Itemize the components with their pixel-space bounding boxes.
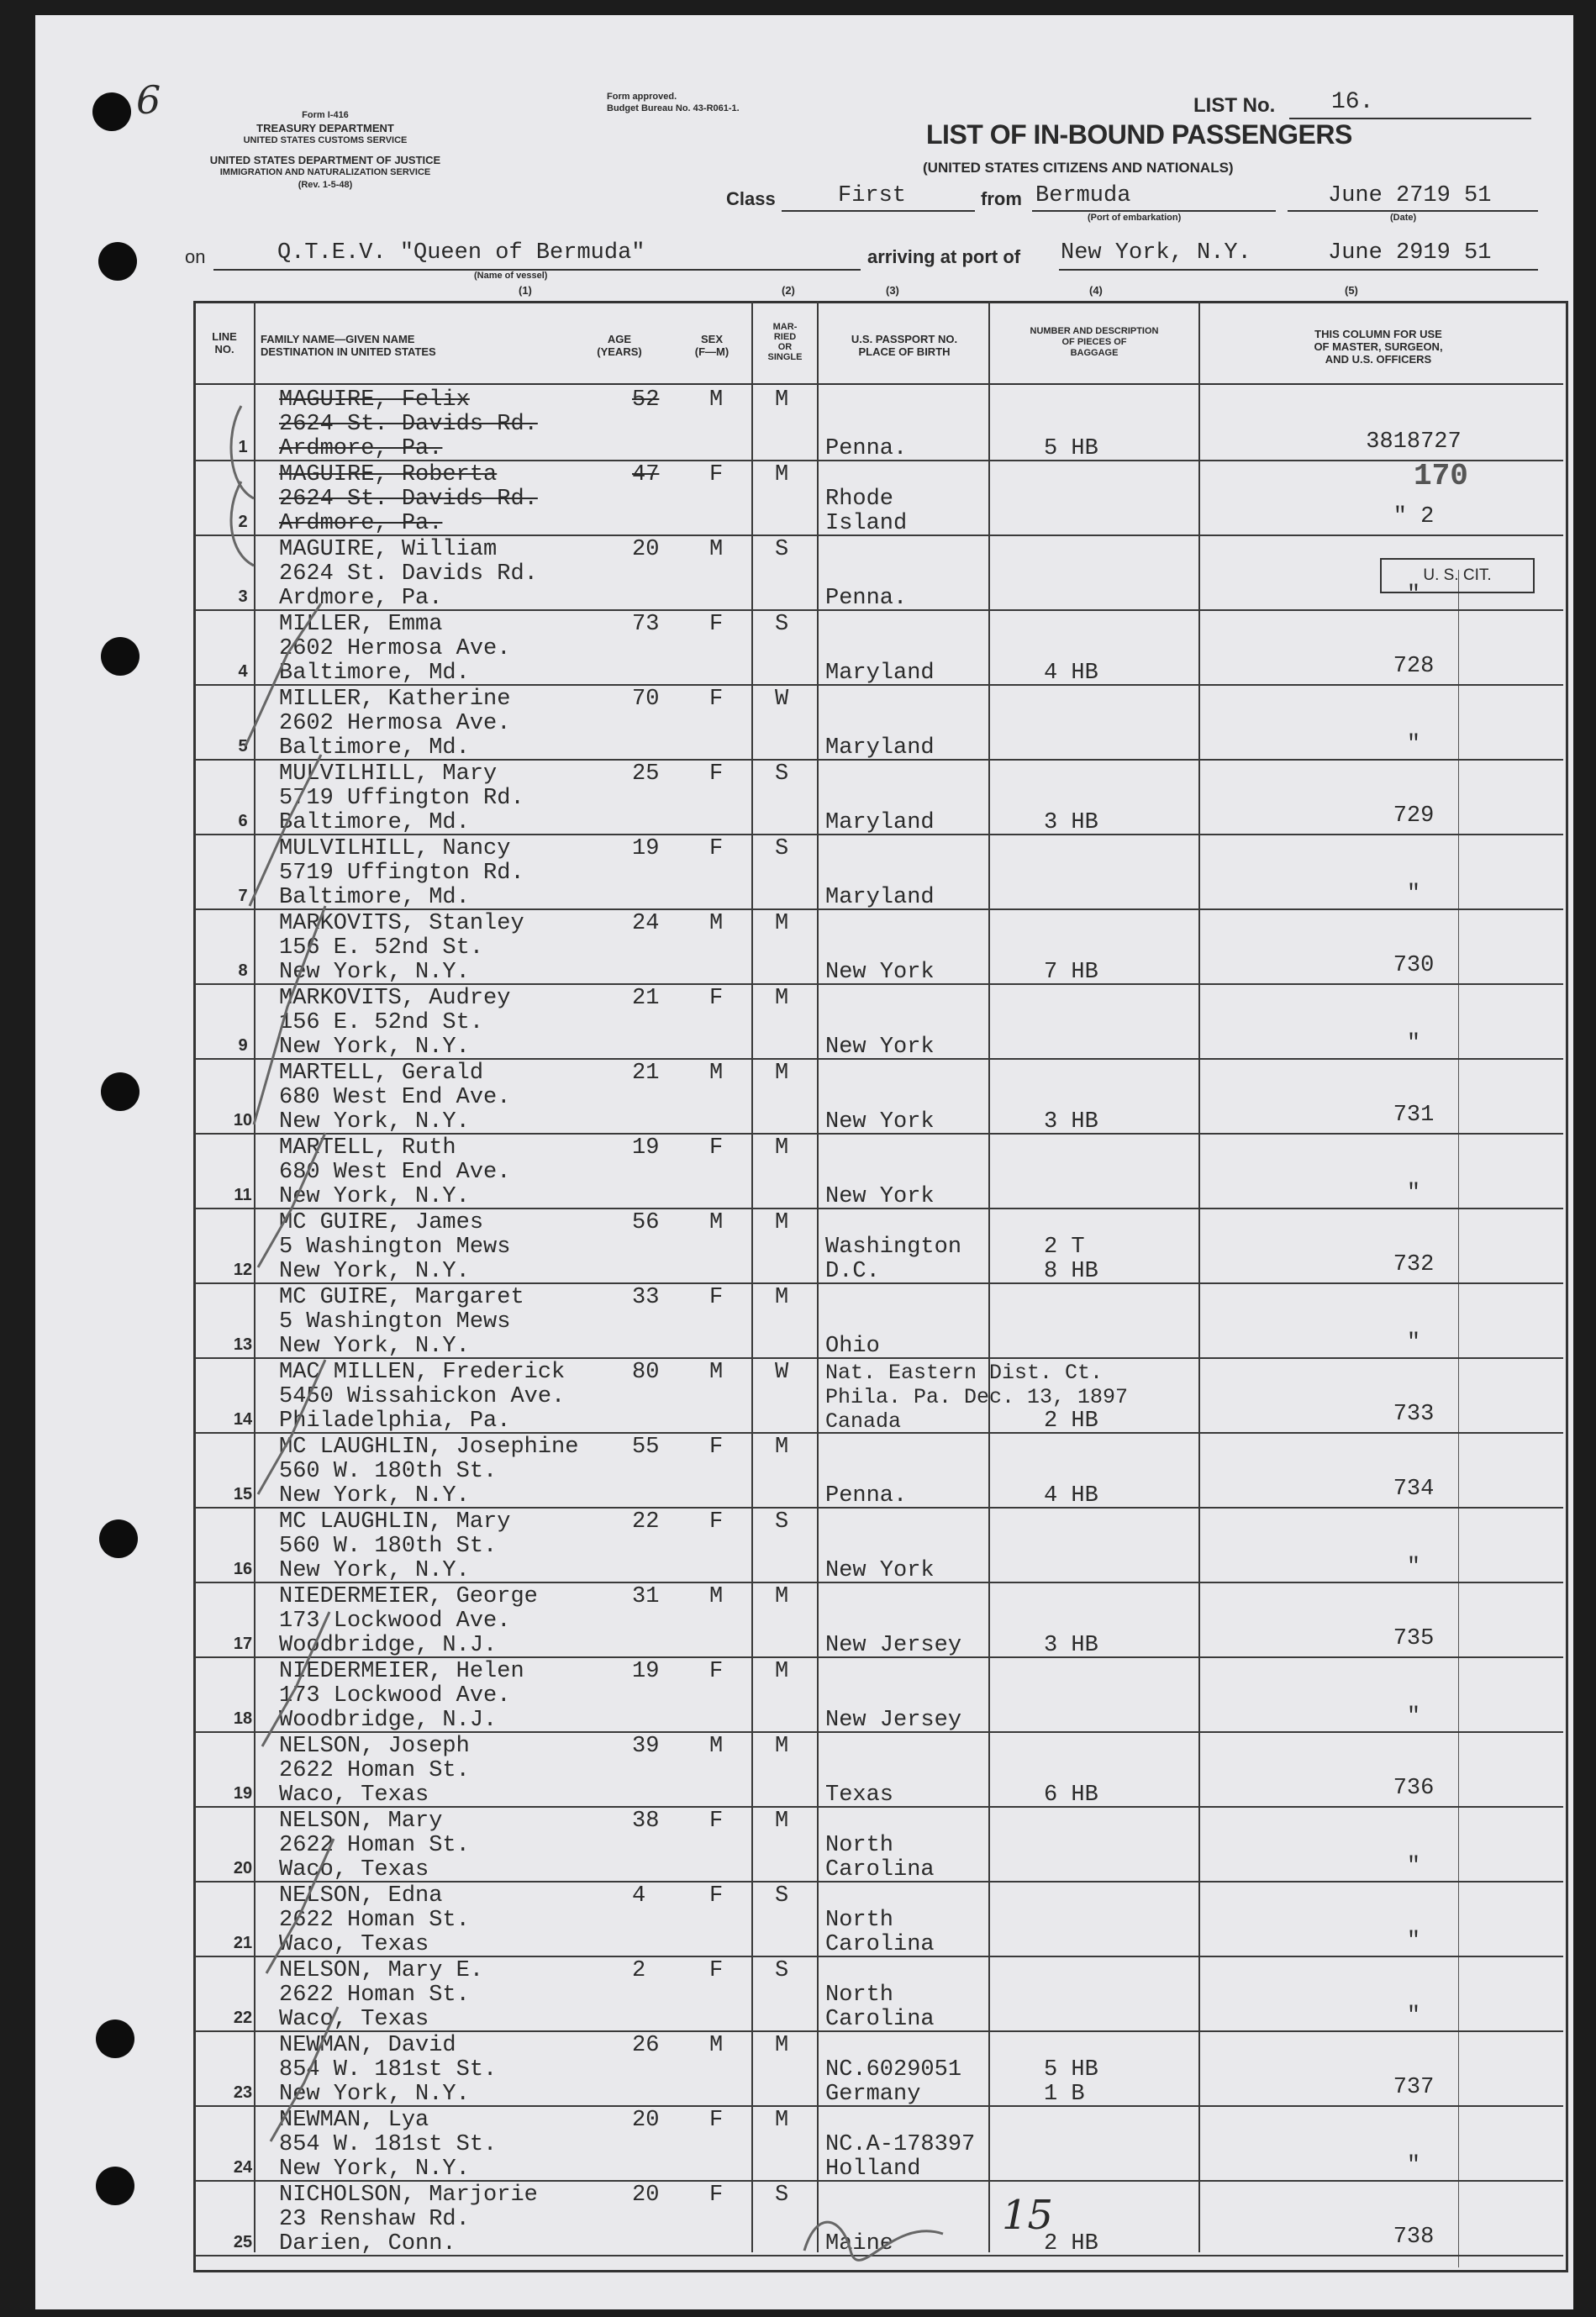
- marital-status: M: [775, 2108, 789, 2133]
- col-header-sex: SEX (F—M): [694, 333, 730, 358]
- handwritten-15: 15: [1002, 2192, 1054, 2239]
- vessel-label: (Name of vessel): [474, 271, 548, 281]
- justice-dept: UNITED STATES DEPARTMENT OF JUSTICE: [209, 154, 441, 166]
- manifest-sheet: [35, 15, 1573, 2309]
- line-number: 20: [233, 1859, 253, 1877]
- check-marks-group: [231, 406, 943, 2260]
- officer-entry: ": [1406, 1031, 1421, 1056]
- marital-status: S: [775, 1883, 789, 1909]
- from-value: Bermuda: [1035, 183, 1131, 208]
- birth-place: New York: [825, 1035, 935, 1060]
- passenger-sex: F: [709, 687, 724, 712]
- col-header-married: MAR- RIED OR SINGLE: [767, 322, 803, 362]
- passenger-sex: M: [709, 537, 724, 562]
- passenger-sex: M: [709, 1734, 724, 1759]
- officer-entry: 736: [1393, 1776, 1435, 1801]
- marital-status: M: [775, 462, 789, 487]
- passenger-name-address: MC GUIRE, James 5 Washington Mews New York, N.Y.: [279, 1210, 511, 1284]
- line-number: 13: [233, 1335, 253, 1354]
- vessel-name: Q.T.E.V. "Queen of Bermuda": [277, 240, 645, 266]
- stamp-number: 170: [1414, 459, 1468, 493]
- officer-entry: ": [1406, 1555, 1421, 1580]
- birth-place: Penna.: [825, 436, 908, 461]
- passenger-age: 20: [632, 2183, 660, 2208]
- baggage: 5 HB: [1044, 436, 1098, 461]
- marital-status: M: [775, 1285, 789, 1310]
- passenger-name-address: MAC MILLEN, Frederick 5450 Wissahickon Ave. Philadelphia, Pa.: [279, 1360, 566, 1434]
- line-number: 6: [238, 812, 248, 830]
- birth-place: NC.A-178397 Holland: [825, 2132, 976, 2182]
- passenger-name-address: NEWMAN, Lya 854 W. 181st St. New York, N.Y.: [279, 2108, 498, 2182]
- passenger-age: 56: [632, 1210, 660, 1235]
- line-number: 22: [233, 2009, 253, 2027]
- marital-status: M: [775, 1809, 789, 1834]
- passenger-name-address: NELSON, Joseph 2622 Homan St. Waco, Texas: [279, 1734, 470, 1808]
- baggage: 3 HB: [1044, 1109, 1098, 1135]
- officer-entry: ": [1406, 582, 1421, 608]
- passenger-age: 33: [632, 1285, 660, 1310]
- list-no-label: LIST No.: [1193, 94, 1276, 117]
- birth-place: New York: [825, 1558, 935, 1583]
- passenger-name-address: MARKOVITS, Audrey 156 E. 52nd St. New York, N.Y.: [279, 986, 511, 1060]
- passenger-name-address: MILLER, Katherine 2602 Hermosa Ave. Baltimore, Md.: [279, 687, 511, 761]
- line-number: 25: [233, 2233, 253, 2251]
- passenger-age: 80: [632, 1360, 660, 1385]
- passenger-sex: F: [709, 612, 724, 637]
- birth-place: Rhode Island: [825, 487, 908, 536]
- officer-entry: ": [1406, 1704, 1421, 1730]
- officer-entry: " 2: [1393, 504, 1435, 529]
- passenger-age: 47: [632, 462, 660, 487]
- passenger-sex: F: [709, 836, 724, 861]
- check-mark: [245, 603, 321, 746]
- line-number: 24: [233, 2158, 253, 2177]
- check-mark: [262, 1612, 329, 1746]
- passenger-sex: F: [709, 462, 724, 487]
- customs-service: UNITED STATES CUSTOMS SERVICE: [243, 135, 408, 145]
- line-number: 11: [234, 1186, 252, 1204]
- passenger-sex: M: [709, 2033, 724, 2058]
- line-number: 4: [238, 662, 248, 681]
- line-number: 3: [238, 587, 248, 606]
- class-label: Class: [726, 188, 776, 209]
- birth-place: Texas: [825, 1783, 894, 1808]
- passenger-age: 21: [632, 986, 660, 1011]
- passenger-name-address: MAGUIRE, Roberta 2624 St. Davids Rd. Ardmore, Pa.: [279, 462, 538, 536]
- officer-entry: 737: [1393, 2075, 1435, 2100]
- passenger-sex: F: [709, 761, 724, 787]
- marital-status: M: [775, 1210, 789, 1235]
- line-number: 17: [233, 1635, 253, 1653]
- officer-entry: 731: [1393, 1103, 1435, 1128]
- from-label: from: [981, 188, 1022, 209]
- col-num-4: (4): [1089, 284, 1103, 297]
- passenger-name-address: MC GUIRE, Margaret 5 Washington Mews New York, N.Y.: [279, 1285, 524, 1359]
- class-value: First: [838, 183, 907, 208]
- officer-entry: ": [1406, 732, 1421, 757]
- ins-service: IMMIGRATION AND NATURALIZATION SERVICE: [219, 167, 431, 177]
- passenger-sex: F: [709, 1509, 724, 1535]
- marital-status: M: [775, 1135, 789, 1161]
- marital-status: W: [775, 687, 789, 712]
- col-header-name: FAMILY NAME—GIVEN NAME DESTINATION IN UNITED STATES: [261, 333, 436, 358]
- passenger-sex: M: [709, 911, 724, 936]
- baggage: 4 HB: [1044, 1483, 1098, 1509]
- passenger-name-address: NELSON, Mary 2622 Homan St. Waco, Texas: [279, 1809, 470, 1883]
- passenger-age: 19: [632, 836, 660, 861]
- passenger-age: 22: [632, 1509, 660, 1535]
- baggage: 6 HB: [1044, 1783, 1098, 1808]
- passenger-age: 55: [632, 1435, 660, 1460]
- marital-status: M: [775, 387, 789, 413]
- baggage: 5 HB 1 B: [1044, 2057, 1098, 2107]
- col-num-5: (5): [1345, 284, 1358, 297]
- birth-place: Nat. Eastern Dist. Ct. Phila. Pa. Dec. 13, 1897 Canada: [825, 1361, 1129, 1434]
- check-mark: [271, 2007, 338, 2141]
- birth-place: New York: [825, 1109, 935, 1135]
- passenger-name-address: MAGUIRE, Felix 2624 St. Davids Rd. Ardmore, Pa.: [279, 387, 538, 461]
- passenger-name-address: MC LAUGHLIN, Mary 560 W. 180th St. New York, N.Y.: [279, 1509, 511, 1583]
- officer-entry: 730: [1393, 953, 1435, 978]
- line-number: 15: [233, 1485, 253, 1503]
- passenger-sex: M: [709, 387, 724, 413]
- passenger-age: 21: [632, 1061, 660, 1086]
- passenger-name-address: MILLER, Emma 2602 Hermosa Ave. Baltimore, Md.: [279, 612, 511, 686]
- birth-place: NC.6029051 Germany: [825, 2057, 962, 2107]
- passenger-age: 52: [632, 387, 660, 413]
- officer-entry: ": [1406, 1181, 1421, 1206]
- marital-status: M: [775, 1061, 789, 1086]
- passenger-age: 20: [632, 537, 660, 562]
- marital-status: S: [775, 2183, 789, 2208]
- officer-entry: 734: [1393, 1477, 1435, 1502]
- marital-status: M: [775, 986, 789, 1011]
- passenger-name-address: NELSON, Mary E. 2622 Homan St. Waco, Texas: [279, 1958, 484, 2032]
- arrival-port: New York, N.Y.: [1061, 240, 1251, 266]
- form-number: Form I-416: [302, 110, 349, 120]
- passenger-age: 24: [632, 911, 660, 936]
- passenger-sex: F: [709, 1135, 724, 1161]
- passenger-name-address: MC LAUGHLIN, Josephine 560 W. 180th St. New York, N.Y.: [279, 1435, 579, 1509]
- form-revision: (Rev. 1-5-48): [298, 180, 353, 190]
- marital-status: M: [775, 1584, 789, 1609]
- col-header-passport: U.S. PASSPORT NO. PLACE OF BIRTH: [851, 333, 958, 358]
- officer-entry: 3818727: [1366, 429, 1462, 455]
- birth-place: Penna.: [825, 586, 908, 611]
- passenger-age: 19: [632, 1135, 660, 1161]
- birth-place: North Carolina: [825, 1983, 935, 2032]
- col-header-line-no: LINE NO.: [212, 330, 237, 355]
- passenger-sex: F: [709, 2108, 724, 2133]
- birth-place: New Jersey: [825, 1633, 962, 1658]
- birth-place: New Jersey: [825, 1708, 962, 1733]
- line-number: 10: [233, 1111, 253, 1130]
- line-number: 23: [233, 2083, 253, 2102]
- col-header-age: AGE (YEARS): [597, 333, 642, 358]
- col-num-1: (1): [519, 284, 532, 297]
- line-number: 7: [238, 887, 248, 905]
- birth-place: Maryland: [825, 810, 935, 835]
- passenger-sex: F: [709, 1659, 724, 1684]
- passenger-sex: F: [709, 1435, 724, 1460]
- line-number: 18: [233, 1709, 253, 1728]
- officer-entry: ": [1406, 1330, 1421, 1356]
- birth-place: Washington D.C.: [825, 1235, 962, 1284]
- baggage: 7 HB: [1044, 960, 1098, 985]
- marital-status: S: [775, 537, 789, 562]
- passenger-age: 39: [632, 1734, 660, 1759]
- passenger-name-address: MARKOVITS, Stanley 156 E. 52nd St. New York, N.Y.: [279, 911, 524, 985]
- officer-entry: 733: [1393, 1402, 1435, 1427]
- birth-place: New York: [825, 1184, 935, 1209]
- port-embark-label: (Port of embarkation): [1088, 213, 1182, 223]
- passenger-name-address: NELSON, Edna 2622 Homan St. Waco, Texas: [279, 1883, 470, 1957]
- line-number: 2: [238, 513, 248, 531]
- passenger-name-address: NEWMAN, David 854 W. 181st St. New York, N.Y.: [279, 2033, 498, 2107]
- check-mark: [250, 755, 321, 906]
- passenger-sex: F: [709, 2183, 724, 2208]
- birth-place: New York: [825, 960, 935, 985]
- officer-entry: ": [1406, 882, 1421, 907]
- date1-label: (Date): [1390, 213, 1417, 223]
- passenger-sex: M: [709, 1061, 724, 1086]
- officer-entry: 738: [1393, 2225, 1435, 2250]
- passenger-sex: M: [709, 1360, 724, 1385]
- arriving-label: arriving at port of: [867, 246, 1021, 267]
- budget-bureau: Budget Bureau No. 43-R061-1.: [607, 103, 740, 113]
- passenger-age: 2: [632, 1958, 646, 1983]
- passenger-sex: M: [709, 1210, 724, 1235]
- passenger-sex: M: [709, 1584, 724, 1609]
- passenger-sex: F: [709, 1958, 724, 1983]
- check-mark: [254, 906, 325, 1124]
- passenger-name-address: NICHOLSON, Marjorie 23 Renshaw Rd. Darien, Conn.: [279, 2183, 538, 2256]
- marital-status: M: [775, 1734, 789, 1759]
- officer-entry: 729: [1393, 803, 1435, 829]
- passenger-name-address: MARTELL, Gerald 680 West End Ave. New York, N.Y.: [279, 1061, 511, 1135]
- baggage: 2 HB: [1044, 1409, 1098, 1434]
- passenger-age: 19: [632, 1659, 660, 1684]
- officer-entry: ": [1406, 1929, 1421, 1954]
- marital-status: S: [775, 761, 789, 787]
- birth-place: Maine: [825, 2231, 894, 2256]
- passenger-sex: F: [709, 1809, 724, 1834]
- marital-status: S: [775, 612, 789, 637]
- passenger-age: 25: [632, 761, 660, 787]
- line-number: 12: [233, 1261, 253, 1279]
- check-mark: [258, 1360, 325, 1494]
- marital-status: M: [775, 1659, 789, 1684]
- pencil-circle-mark: [231, 406, 254, 498]
- passenger-sex: F: [709, 1883, 724, 1909]
- marital-status: M: [775, 911, 789, 936]
- line-number: 16: [233, 1560, 253, 1578]
- line-number: 5: [238, 737, 248, 756]
- passenger-age: 70: [632, 687, 660, 712]
- marital-status: S: [775, 1958, 789, 1983]
- line-number: 19: [233, 1784, 253, 1803]
- officer-signature: [804, 2222, 943, 2260]
- passenger-age: 20: [632, 2108, 660, 2133]
- passenger-age: 26: [632, 2033, 660, 2058]
- date1-value: June 2719 51: [1328, 183, 1492, 208]
- col-header-officers: THIS COLUMN FOR USE OF MASTER, SURGEON, AND U.S. OFFICERS: [1314, 328, 1443, 366]
- us-citizen-stamp: U. S. CIT.: [1380, 558, 1535, 593]
- officer-entry: ": [1406, 2153, 1421, 2178]
- passenger-name-address: MAGUIRE, William 2624 St. Davids Rd. Ardmore, Pa.: [279, 537, 538, 611]
- passenger-name-address: NIEDERMEIER, Helen 173 Lockwood Ave. Woodbridge, N.J.: [279, 1659, 524, 1733]
- officer-entry: 735: [1393, 1626, 1435, 1651]
- baggage: 2 HB: [1044, 2231, 1098, 2256]
- passenger-name-address: MULVILHILL, Mary 5719 Uffington Rd. Baltimore, Md.: [279, 761, 524, 835]
- baggage: 3 HB: [1044, 1633, 1098, 1658]
- on-label: on: [185, 246, 206, 267]
- passenger-age: 4: [632, 1883, 646, 1909]
- marital-status: S: [775, 1509, 789, 1535]
- pencil-circle-mark: [231, 482, 254, 566]
- list-no-value: 16.: [1331, 89, 1374, 115]
- baggage: 4 HB: [1044, 661, 1098, 686]
- officer-entry: 728: [1393, 654, 1435, 679]
- birth-place: Ohio: [825, 1334, 880, 1359]
- line-number: 14: [233, 1410, 253, 1429]
- birth-place: Penna.: [825, 1483, 908, 1509]
- marital-status: M: [775, 1435, 789, 1460]
- baggage: 3 HB: [1044, 810, 1098, 835]
- passenger-name-address: MULVILHILL, Nancy 5719 Uffington Rd. Baltimore, Md.: [279, 836, 524, 910]
- line-number: 1: [238, 438, 248, 456]
- officer-entry: ": [1406, 1854, 1421, 1879]
- officer-entry: ": [1406, 2004, 1421, 2029]
- birth-place: North Carolina: [825, 1908, 935, 1957]
- birth-place: Maryland: [825, 735, 935, 761]
- line-number: 8: [238, 961, 248, 980]
- passenger-sex: F: [709, 1285, 724, 1310]
- passenger-age: 38: [632, 1809, 660, 1834]
- col-header-baggage: NUMBER AND DESCRIPTION OF PIECES OF BAGGAGE: [1030, 326, 1159, 358]
- passenger-age: 73: [632, 612, 660, 637]
- line-number: 9: [238, 1036, 248, 1055]
- form-approved: Form approved.: [607, 92, 677, 102]
- form-title: LIST OF IN-BOUND PASSENGERS: [926, 119, 1352, 150]
- page-mark: 6: [136, 77, 161, 123]
- birth-place: North Carolina: [825, 1833, 935, 1883]
- birth-place: Maryland: [825, 885, 935, 910]
- officer-entry: 732: [1393, 1252, 1435, 1277]
- treasury-dept: TREASURY DEPARTMENT: [256, 122, 394, 134]
- date2-value: June 2919 51: [1328, 240, 1492, 266]
- col-num-2: (2): [782, 284, 795, 297]
- marital-status: W: [775, 1360, 789, 1385]
- passenger-sex: F: [709, 986, 724, 1011]
- pencil-check-marks: [35, 15, 1573, 2309]
- passenger-name-address: MARTELL, Ruth 680 West End Ave. New York, N.Y.: [279, 1135, 511, 1209]
- form-subtitle: (UNITED STATES CITIZENS AND NATIONALS): [923, 160, 1234, 176]
- check-mark: [258, 1133, 325, 1267]
- birth-place: Maryland: [825, 661, 935, 686]
- line-number: 21: [233, 1934, 253, 1952]
- passenger-age: 31: [632, 1584, 660, 1609]
- marital-status: S: [775, 836, 789, 861]
- check-mark: [266, 1839, 334, 1973]
- passenger-name-address: NIEDERMEIER, George 173 Lockwood Ave. Woodbridge, N.J.: [279, 1584, 538, 1658]
- col-num-3: (3): [886, 284, 899, 297]
- baggage: 2 T 8 HB: [1044, 1235, 1098, 1284]
- marital-status: M: [775, 2033, 789, 2058]
